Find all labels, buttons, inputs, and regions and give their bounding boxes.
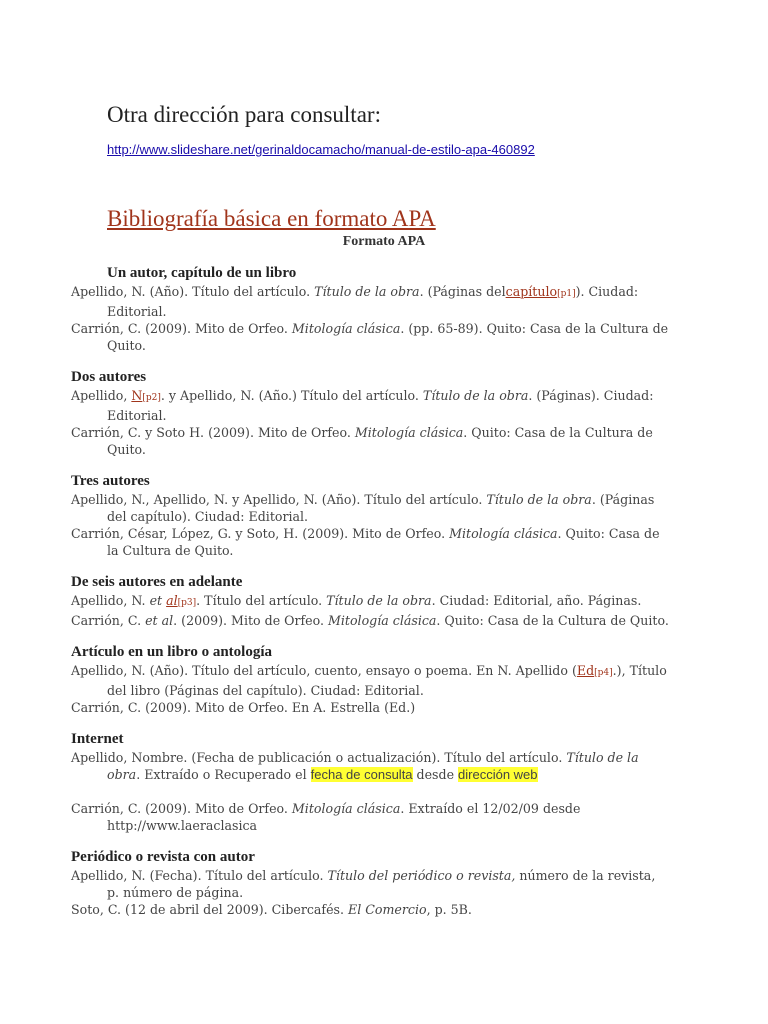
reference-example (71, 612, 671, 629)
reference-example (71, 525, 671, 559)
ref-text: Apellido, Nombre. (Fecha de publicación o actualización). Título del artículo. (71, 750, 567, 765)
ref-text: Carrión, C. (2009). Mito de Orfeo. (71, 801, 292, 816)
ref-text: . Quito: Casa de la Cultura de Quito. (436, 613, 669, 628)
ref-text: número de la revista, p. número de página. (107, 868, 656, 900)
bibliography-heading: Bibliografía básica en formato APA (107, 206, 436, 231)
ref-text: Apellido, N. (Año). Título del artículo. (71, 284, 315, 299)
ref-italic: Título de la obra (422, 388, 529, 403)
section-three-authors: Tres autores (71, 473, 150, 489)
section-six-authors: De seis autores en adelante (71, 574, 243, 590)
reference-template (71, 749, 671, 783)
reference-template (71, 592, 671, 612)
reference-example (71, 901, 671, 918)
ref-italic: Mitología clásica (291, 801, 401, 816)
ref-text: Apellido, N. (Año). Título del artículo, cuento, ensayo o poema. En N. Apellido ( (71, 663, 577, 678)
ref-text: . Quito: Casa de la Cultura de Quito. (107, 425, 653, 457)
ref-text: Apellido, (71, 388, 132, 403)
comment-marker[interactable]: [p4] (594, 668, 613, 678)
highlight-fecha-consulta: fecha de consulta (310, 767, 413, 782)
comment-link-al[interactable]: al (166, 593, 178, 608)
ref-italic: Título de la obra (486, 492, 592, 507)
ref-text: . (pp. 65-89). Quito: Casa de la Cultura de Quito. (107, 321, 669, 353)
ref-text: . y Apellido, N. (Año.) Título del artículo. (160, 388, 423, 403)
reference-template (71, 867, 671, 901)
section-internet: Internet (71, 731, 124, 747)
ref-italic: Mitología clásica (354, 425, 464, 440)
ref-text: Apellido, N., Apellido, N. y Apellido, N. (Año). Título del artículo. (71, 492, 487, 507)
ref-text: ). Ciudad: Editorial. (107, 284, 639, 319)
ref-italic: et al (145, 613, 174, 628)
comment-link-capitulo[interactable]: capítulo (505, 284, 558, 299)
section-two-authors: Dos autores (71, 369, 147, 385)
section-article-anthology: Artículo en un libro o antología (71, 644, 272, 660)
ref-text: Apellido, N. (Fecha). Título del artículo. (71, 868, 328, 883)
ref-text: Carrión, C. (71, 613, 146, 628)
comment-link-n[interactable]: N (131, 388, 143, 403)
ref-italic: et (149, 593, 167, 608)
ref-text: . (Páginas del (419, 284, 506, 299)
references-content (71, 264, 671, 918)
ref-text: . Extraído el 12/02/09 desde http://www.laeraclasica (107, 801, 581, 833)
ref-italic: El Comercio (348, 902, 427, 917)
section-newspaper: Periódico o revista con autor (71, 849, 255, 865)
ref-italic: Título de la obra (107, 750, 639, 782)
ref-text: . Extraído o Recuperado el (136, 767, 311, 782)
ref-text: Carrión, César, López, G. y Soto, H. (2009). Mito de Orfeo. (71, 526, 450, 541)
comment-marker[interactable]: [p2] (142, 393, 161, 403)
ref-text: Carrión, C. (2009). Mito de Orfeo. (71, 321, 292, 336)
ref-italic: Título de la obra (314, 284, 420, 299)
section-title-text: Otra dirección para consultar (107, 102, 375, 127)
ref-italic: Mitología clásica (449, 526, 558, 541)
section-one-author: Un autor, capítulo de un libro (107, 265, 297, 281)
highlight-direccion-web: dirección web (458, 767, 538, 782)
ref-text: . (Páginas). Ciudad: Editorial. (107, 388, 654, 423)
reference-template (71, 662, 671, 699)
reference-example (71, 424, 671, 458)
ref-italic: Título de la obra (326, 593, 432, 608)
ref-text: Carrión, C. y Soto H. (2009). Mito de Orfeo. (71, 425, 355, 440)
reference-example (71, 800, 671, 834)
reference-example (71, 320, 671, 354)
ref-text: Soto, C. (12 de abril del 2009). Cibercafés. (71, 902, 349, 917)
format-subheading: Formato APA (342, 234, 426, 249)
ref-text: . Quito: Casa de la Cultura de Quito. (107, 526, 660, 558)
ref-text: , p. 5B. (426, 902, 472, 917)
reference-template (71, 491, 671, 525)
ref-text: . Ciudad: Editorial, año. Páginas. (431, 593, 642, 608)
ref-text: .), Título del libro (Páginas del capítulo). Ciudad: Editorial. (107, 663, 667, 698)
ref-text: . Título del artículo. (196, 593, 327, 608)
comment-marker[interactable]: [p3] (177, 598, 197, 608)
ref-text: Apellido, N. (71, 593, 150, 608)
ref-italic: Mitología clásica (291, 321, 401, 336)
comment-marker[interactable]: [p1] (557, 289, 576, 299)
slideshare-link[interactable]: http://www.slideshare.net/gerinaldocamacho/manual-de-estilo-apa-460892 (107, 142, 535, 157)
section-title (107, 102, 381, 128)
reference-template (71, 283, 671, 320)
ref-text: . (Páginas del capítulo). Ciudad: Editorial. (107, 492, 655, 524)
comment-link-ed[interactable]: Ed (576, 663, 595, 678)
ref-italic: Mitología clásica (327, 613, 437, 628)
ref-text: desde (412, 767, 459, 782)
reference-template (71, 387, 671, 424)
section-title-colon: : (374, 102, 381, 127)
ref-text: . (2009). Mito de Orfeo. (173, 613, 328, 628)
ref-italic: Título del periódico o revista, (327, 868, 516, 883)
reference-example: Carrión, C. (2009). Mito de Orfeo. En A. Estrella (Ed.) (71, 700, 416, 715)
